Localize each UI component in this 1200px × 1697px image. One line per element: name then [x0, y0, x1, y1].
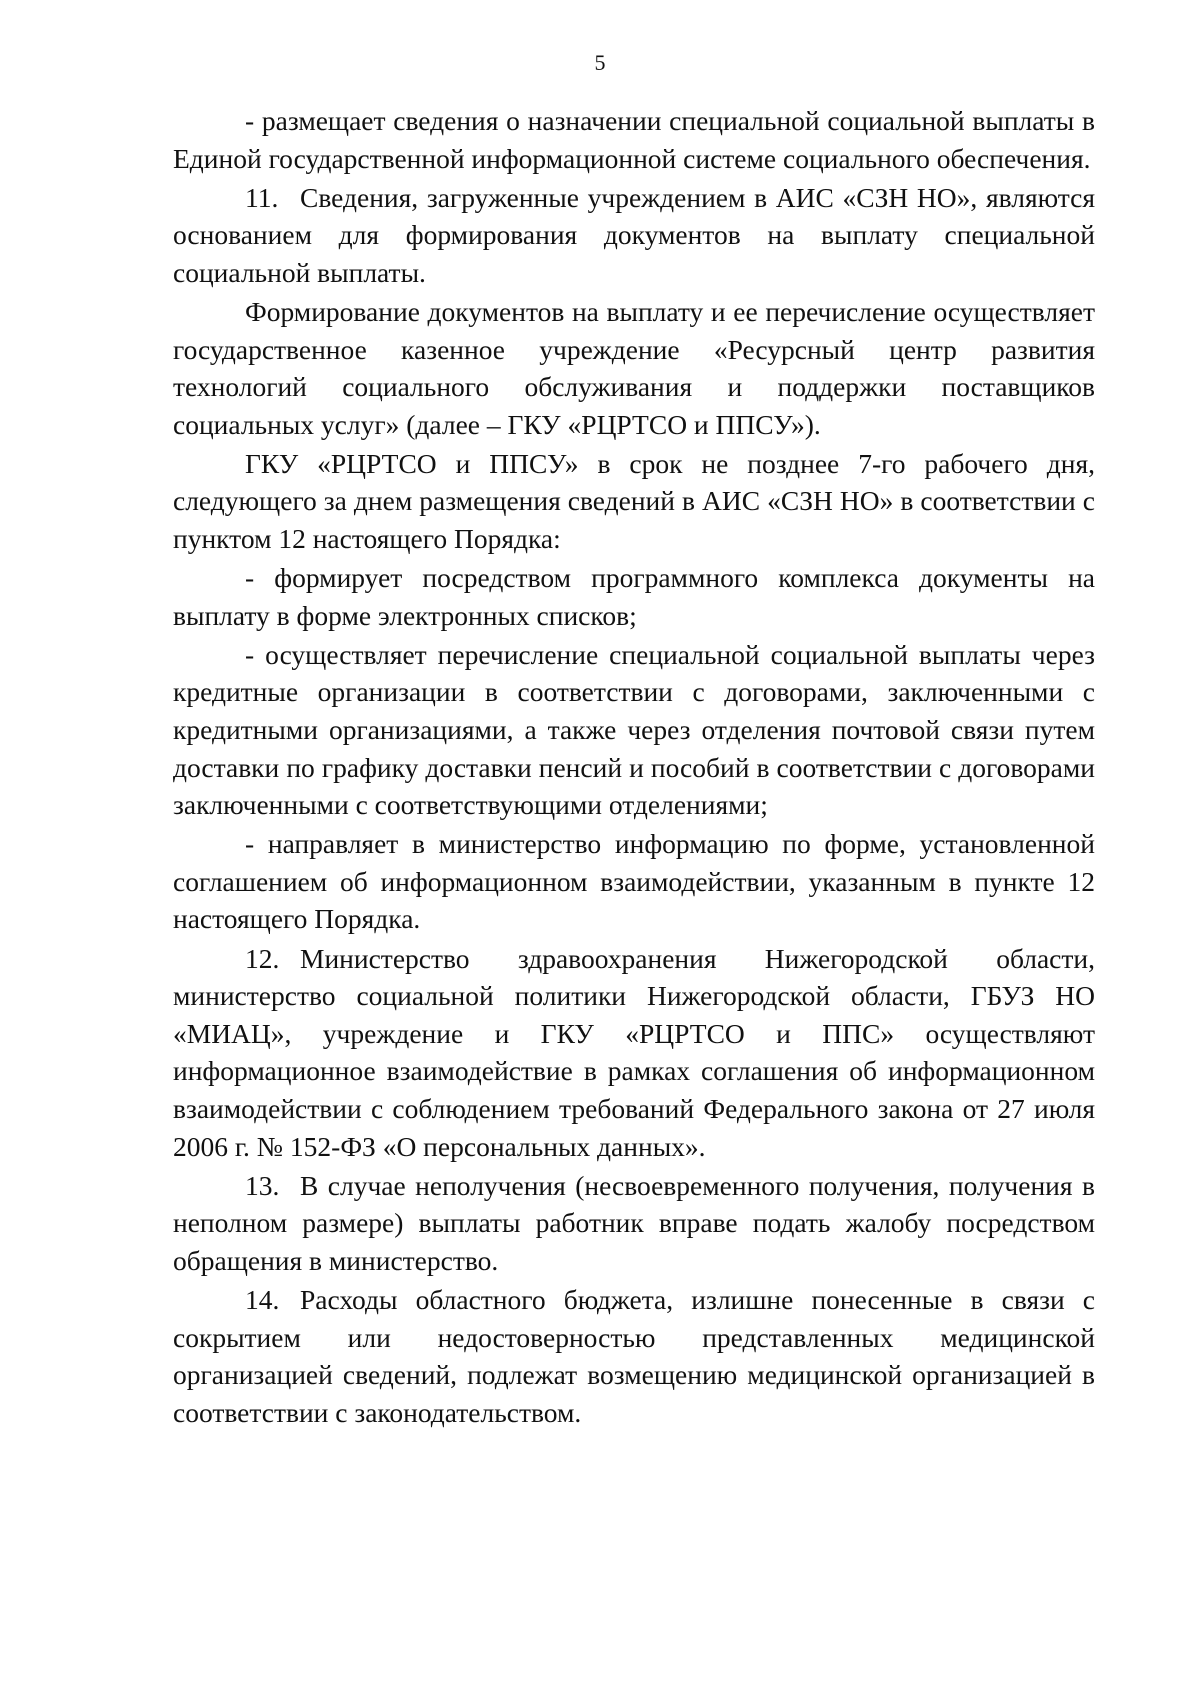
paragraph: [173, 102, 1095, 177]
paragraph-text: - размещает сведения о назначении специальной социальной выплаты в Единой государственной информационной системе социального обеспечения.: [173, 105, 1095, 174]
paragraph-number: 12.: [245, 942, 280, 974]
paragraph-text: - осуществляет перечисление специальной социальной выплаты через кредитные организации в соответствии с договорами, заключенными с кредитными организациями, а также через отделения почтовой связи путем доставки по графику доставки пенсий и пособий в соответствии с договорами заключенными с соответствующими отделениями;: [173, 638, 1095, 821]
list-item: [173, 636, 1095, 824]
paragraph-text: - направляет в министерство информацию по форме, установленной соглашением об информационном взаимодействии, указанным в пункте 12 настоящего Порядка.: [173, 828, 1095, 935]
document-body: [173, 102, 1095, 1433]
paragraph-14: [173, 1281, 1095, 1431]
paragraph-13: [173, 1167, 1095, 1280]
paragraph-text: ГКУ «РЦРТСО и ППСУ» в срок не позднее 7-го рабочего дня, следующего за днем размещения сведений в АИС «СЗН НО» в соответствии с пунктом 12 настоящего Порядка:: [173, 447, 1095, 555]
list-item: [173, 825, 1095, 938]
paragraph: [173, 293, 1095, 443]
paragraph-text: Расходы областного бюджета, излишне понесенные в связи с сокрытием или недостоверностью представленных медицинской организацией сведений, подлежат возмещению медицинской организацией в соответствии с законодательством.: [173, 1283, 1095, 1428]
paragraph-text: Формирование документов на выплату и ее перечисление осуществляет государственное казенное учреждение «Ресурсный центр развития технологий социального обслуживания и поддержки поставщиков социальных услуг» (далее – ГКУ «РЦРТСО и ППСУ»).: [173, 295, 1095, 440]
paragraph-number: 14.: [245, 1283, 280, 1315]
page-number: 5: [594, 50, 606, 75]
paragraph-number: 13.: [245, 1169, 280, 1201]
list-item: [173, 559, 1095, 634]
paragraph-11: [173, 179, 1095, 292]
paragraph-text: В случае неполучения (несвоевременного получения, получения в неполном размере) выплаты работник вправе подать жалобу посредством обращения в министерство.: [173, 1169, 1095, 1276]
paragraph-text: Министерство здравоохранения Нижегородской области, министерство социальной политики Нижегородской области, ГБУЗ НО «МИАЦ», учреждение и ГКУ «РЦРТСО и ППС» осуществляют информационное взаимодействие в рамках соглашения об информационном взаимодействии с соблюдением требований Федерального закона от 27 июля 2006 г. № 152-ФЗ «О персональных данных».: [173, 942, 1095, 1162]
paragraph-12: [173, 940, 1095, 1166]
paragraph: [173, 445, 1095, 558]
paragraph-text: - формирует посредством программного комплекса документы на выплату в форме электронных списков;: [173, 562, 1095, 631]
paragraph-text: Сведения, загруженные учреждением в АИС «СЗН НО», являются основанием для формирования документов на выплату специальной социальной выплаты.: [173, 181, 1095, 288]
paragraph-number: 11.: [245, 181, 279, 213]
